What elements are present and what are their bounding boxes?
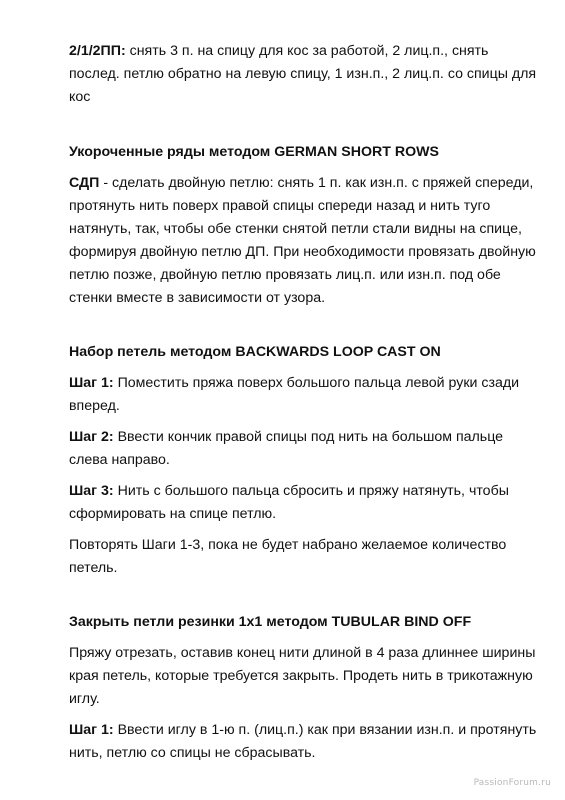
step-text: Поместить пряжа поверх большого пальца левой руки сзади вперед. [69,375,520,414]
abbr-definition: снять 3 п. на спицу для кос за работой, 2 лиц.п., снять послед. петлю обратно на левую спицу, 1 изн.п., 2 лиц.п. со спицы для кос [69,43,537,105]
abbr-term: 2/1/2ПП: [69,43,126,59]
sdp-definition [69,172,539,310]
step-label: Шаг 3: [69,483,114,499]
step-text: Ввести иглу в 1-ю п. (лиц.п.) как при вязании изн.п. и протянуть нить, петлю со спицы не сбрасывать. [69,722,537,761]
document-page [69,40,539,765]
section-heading-backwards-loop: Набор петель методом BACKWARDS LOOP CAST ON [69,344,441,360]
site-watermark: PassionForum.ru [473,778,551,788]
sdp-text: - сделать двойную петлю: снять 1 п. как изн.п. с пряжей спереди, протянуть нить поверх правой спицы спереди назад и нить туго натянуть, так, чтобы обе стенки снятой петли стали видны на спице, формируя двойную петлю ДП. При необходимости провязать двойную петлю позже, двойную петлю провязать лиц.п. или изн.п. под обе стенки вместе в зависимости от узора. [69,175,536,306]
backwards-step-1 [69,372,539,418]
section-heading-german-short-rows: Укороченные ряды методом GERMAN SHORT ROWS [69,144,439,160]
backwards-repeat-note: Повторять Шаги 1-3, пока не будет набрано желаемое количество петель. [69,537,507,576]
abbr-2-1-2pp [69,40,539,109]
step-label: Шаг 1: [69,375,114,391]
step-text: Ввести кончик правой спицы под нить на большом пальце слева направо. [69,429,504,468]
tubular-step-1 [69,719,539,765]
step-text: Нить с большого пальца сбросить и пряжу натянуть, чтобы сформировать на спице петлю. [69,483,509,522]
step-label: Шаг 1: [69,722,114,738]
backwards-step-3 [69,480,539,526]
sdp-term: СДП [69,175,100,191]
tubular-intro: Пряжу отрезать, оставив конец нити длиной в 4 раза длиннее ширины края петель, которые требуется закрыть. Продеть нить в трикотажную иглу. [69,645,536,707]
step-label: Шаг 2: [69,429,114,445]
section-heading-tubular-bind-off: Закрыть петли резинки 1х1 методом TUBULAR BIND OFF [69,614,472,630]
backwards-step-2 [69,426,539,472]
